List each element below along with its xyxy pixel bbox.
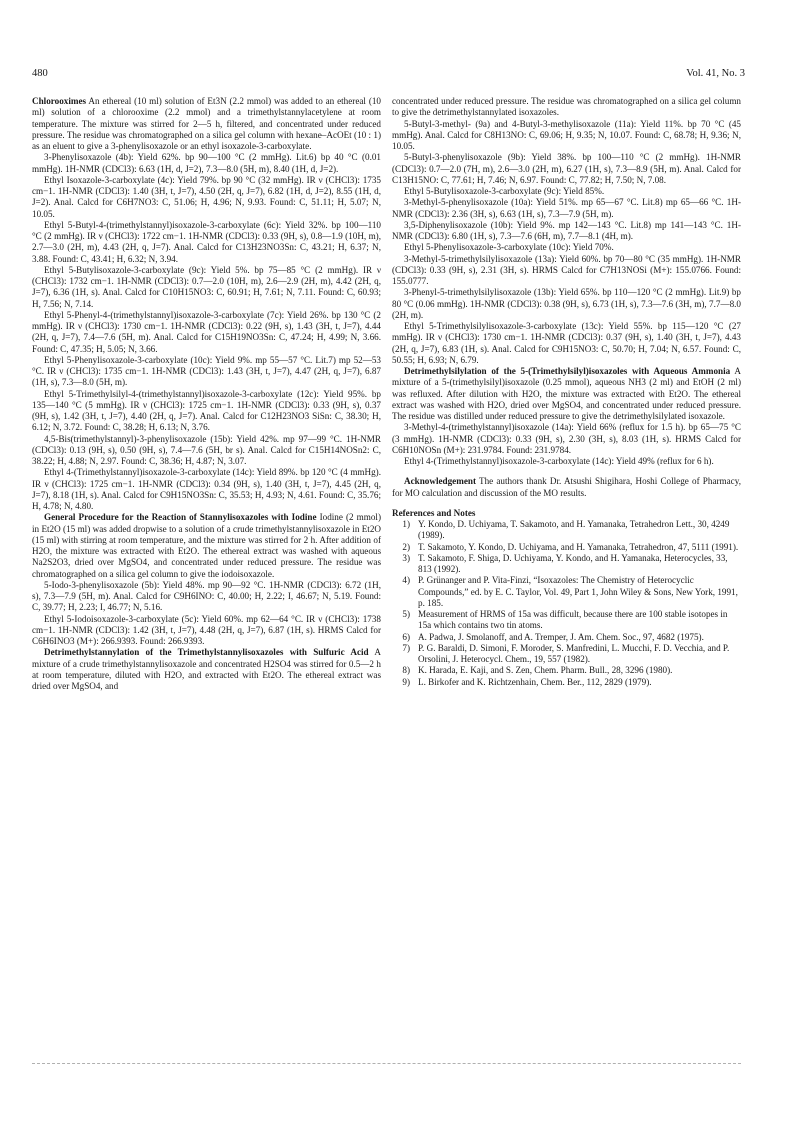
paragraph-heading: Chlorooximes: [32, 96, 87, 106]
paragraph: [392, 152, 741, 186]
paragraph-heading: Detrimethylsilylation of the 5-(Trimethylsilyl)isoxazoles with Aqueous Ammonia: [404, 366, 731, 376]
reference-text: P. G. Baraldi, D. Simoni, F. Moroder, S. Manfredini, L. Mucchi, F. D. Vecchia, and P. Orsolini, J. Heterocycl. Chem., 19, 557 (1982).: [418, 642, 730, 664]
left-column: [32, 96, 381, 692]
paragraph: [392, 119, 741, 153]
reference-item: [392, 643, 741, 666]
paragraph-text: 5-Iodo-3-phenylisoxazole (5b): Yield 48%. mp 90—92 °C. 1H-NMR (CDCl3): 6.72 (1H, s), 7.3—7.9 (5H, m). Anal. Calcd for C9H6INO: C, 40.00; H, 2.22; I, 46.67; N, 5.19. Found: C, 39.77; H, 2.23; I, 46.77; N, 5.16.: [32, 579, 381, 613]
acknowledgement: [392, 476, 741, 499]
paragraph-text: Ethyl 5-Iodoisoxazole-3-carboxylate (5c): Yield 60%. mp 62—64 °C. IR ν (CHCl3): 1738 cm−1. 1H-NMR (CDCl3): 1.42 (3H, t, J=7), 4.48 (2H, q, J=7), 6.87 (1H, s). HRMS Calcd for C6H6INO3 (M+): 266.9393. Found: 266.9393.: [32, 613, 381, 646]
paragraph-text: 3,5-Diphenylisoxazole (10b): Yield 9%. mp 142—143 °C. Lit.8) mp 141—143 °C. 1H-NMR (CDCl3): 6.80 (1H, s), 7.3—7.6 (6H, m), 7.7—8.1 (4H, m).: [392, 219, 741, 241]
reference-text: Y. Kondo, D. Uchiyama, T. Sakamoto, and H. Yamanaka, Tetrahedron Lett., 30, 4249 (1989).: [418, 519, 730, 541]
paragraph-text: Ethyl 5-Phenylisoxazole-3-carboxylate (10c): Yield 70%.: [404, 242, 614, 253]
paragraph-text: Ethyl 5-Trimethylsilyl-4-(trimethylstannyl)isoxazole-3-carboxylate (12c): Yield 95%. bp 135—140 °C (5 mmHg). IR ν (CHCl3): 1725 cm−1. 1H-NMR (CDCl3): 0.33 (9H, s), 0.37 (9H, s), 1.42 (3H, t, J=7), 4.40 (2H, q, J=7). Anal. Calcd for C12H23NO3 SiSn: C, 38.30; H, 6.12; N, 3.72. Found: C, 38.28; H, 6.13; N, 3.76.: [32, 388, 381, 433]
reference-number: 7): [402, 642, 410, 653]
reference-number: 8): [402, 665, 410, 676]
paragraph: [32, 467, 381, 512]
reference-text: P. Grünanger and P. Vita-Finzi, “Isoxazoles: The Chemistry of Heterocyclic Compounds,” ed. by E. C. Taylor, Vol. 49, Part 1, John Wiley & Sons, New York, 1991, p. 185.: [418, 575, 738, 608]
paragraph-text: A mixture of a crude trimethylstannylisoxazole and concentrated H2SO4 was stirred for 0.5—2 h at room temperature, diluted with H2O, and extracted with Et2O. The ethereal extract was dried over MgSO4, and: [32, 647, 381, 691]
acknowledgement-heading: Acknowledgement: [404, 476, 476, 487]
reference-item: [392, 609, 741, 632]
paragraph: [32, 434, 381, 468]
paragraph-heading: General Procedure for the Reaction of Stannylisoxazoles with Iodine: [44, 512, 317, 523]
paragraph: [32, 265, 381, 310]
paragraph: [392, 287, 741, 321]
paragraph-text: Ethyl 5-Trimethylsilylisoxazole-3-carboxylate (13c): Yield 55%. bp 115—120 °C (27 mmHg). IR ν (CHCl3): 1730 cm−1. 1H-NMR (CDCl3): 0.37 (9H, s), 1.40 (3H, t, J=7), 4.43 (2H, q, J=7), 6.83 (1H, s). Anal. Calcd for C9H15NO3: C, 50.70; H, 7.04; N, 6.57. Found: C, 50.55; H, 6.93; N, 6.79.: [392, 321, 741, 365]
paragraph-text: Ethyl 5-Phenyl-4-(trimethylstannyl)isoxazole-3-carboxylate (7c): Yield 26%. bp 130 °C (2 mmHg). IR ν (CHCl3): 1730 cm−1. 1H-NMR (CDCl3): 0.22 (9H, s), 1.43 (3H, t, J=7), 4.44 (2H, q, J=7), 7.4—7.6 (5H, m). Anal. Calcd for C15H19NO3Sn: C, 47.24; H, 4.99; N, 3.66. Found: C, 47.35; H, 5.05; N, 3.66.: [32, 309, 381, 354]
paragraph: [32, 220, 381, 265]
reference-text: L. Birkofer and K. Richtzenhain, Chem. Ber., 112, 2829 (1979).: [418, 676, 652, 687]
paragraph-text: Ethyl 5-Butyl-4-(trimethylstannyl)isoxazole-3-carboxylate (6c): Yield 32%. bp 100—110 °C (2 mmHg). IR ν (CHCl3): 1722 cm−1. 1H-NMR (CDCl3): 0.33 (9H, s), 0.8—1.9 (10H, m), 2.7—3.0 (2H, m), 4.43 (2H, q, J=7). Anal. Calcd for C13H23NO3Sn: C, 43.21; H, 6.37; N, 3.88. Found: C, 43.41; H, 6.32; N, 3.94.: [32, 219, 381, 264]
paragraph: [392, 321, 741, 366]
references-list: [392, 519, 741, 688]
paragraph-text: Ethyl 4-(Trimethylstannyl)isoxazole-3-carboxylate (14c): Yield 89%. bp 120 °C (4 mmHg). IR ν (CHCl3): 1725 cm−1. 1H-NMR (CDCl3): 0.34 (9H, s), 1.40 (3H, t, J=7), 4.45 (2H, q, J=7), 8.18 (1H, s). Anal. Calcd for C9H15NO3Sn: C, 35.53; H, 4.93; N, 4.61. Found: C, 35.76; H, 4.78; N, 4.80.: [32, 467, 381, 511]
paragraph: [392, 456, 741, 467]
reference-item: [392, 677, 741, 688]
paragraph-text: Ethyl 5-Phenylisoxazole-3-carboxylate (10c): Yield 9%. mp 55—57 °C. Lit.7) mp 52—53 °C. IR ν (CHCl3): 1735 cm−1. 1H-NMR (CDCl3): 1.43 (3H, t, J=7), 4.47 (2H, q, J=7), 6.87 (1H, s), 7.3—8.0 (5H, m).: [32, 354, 381, 388]
paragraph: [392, 254, 741, 288]
paragraph-text: concentrated under reduced pressure. The residue was chromatographed on a silica gel column to give the detrimethylstannylated isoxazoles.: [392, 96, 741, 118]
paragraph: [32, 580, 381, 614]
reference-item: [392, 542, 741, 553]
references-heading: References and Notes: [392, 507, 476, 518]
reference-item: [392, 632, 741, 643]
reference-text: A. Padwa, J. Smolanoff, and A. Tremper, J. Am. Chem. Soc., 97, 4682 (1975).: [418, 631, 704, 642]
reference-text: K. Harada, E. Kaji, and S. Zen, Chem. Pharm. Bull., 28, 3296 (1980).: [418, 665, 673, 676]
footer-rule: [32, 1063, 741, 1064]
acknowledgement-text: The authors thank Dr. Atsushi Shigihara, Hoshi College of Pharmacy, for MO calculation and discussion of the MO results.: [392, 476, 741, 498]
paragraph-text: 3-Phenylisoxazole (4b): Yield 62%. bp 90—100 °C (2 mmHg). Lit.6) bp 40 °C (0.01 mmHg). 1H-NMR (CDCl3): 6.63 (1H, d, J=2), 7.3—8.0 (5H, m), 8.40 (1H, d, J=2).: [32, 152, 381, 174]
paragraph: [392, 197, 741, 220]
reference-item: [392, 519, 741, 542]
reference-number: 2): [402, 541, 410, 552]
paragraph-text: A mixture of a 5-(trimethylsilyl)isoxazole (0.25 mmol), aqueous NH3 (2 ml) and EtOH (2 ml) was refluxed. After dilution with H2O, the mixture was extracted with Et2O. The ethereal extract was washed with H2O, dried over MgSO4, and concentrated under reduced pressure. The residue was distilled under reduced pressure to give the detrimethylsilylated isoxazole.: [392, 366, 741, 421]
paragraph-text: 3-Methyl-5-trimethylsilylisoxazole (13a): Yield 60%. bp 70—80 °C (35 mmHg). 1H-NMR (CDCl3): 0.33 (9H, s), 2.31 (3H, s). HRMS Calcd for C7H13NOSi (M+): 155.0766. Found: 155.0777.: [392, 253, 741, 286]
spacer: [392, 499, 741, 508]
paragraph: [32, 389, 381, 434]
paragraph: [32, 310, 381, 355]
reference-text: Measurement of HRMS of 15a was difficult, because there are 100 stable isotopes in 15a which contains two tin atoms.: [418, 609, 728, 631]
paragraph: [32, 355, 381, 389]
reference-item: [392, 575, 741, 609]
spacer: [392, 467, 741, 476]
paragraph: [32, 152, 381, 175]
paragraph-text: 5-Butyl-3-phenylisoxazole (9b): Yield 38%. bp 100—110 °C (2 mmHg). 1H-NMR (CDCl3): 0.7—2.0 (7H, m), 2.6—3.0 (2H, m), 6.27 (1H, s), 7.3—8.9 (5H, m). Anal. Calcd for C13H15NO: C, 77.61; H, 7.46; N, 6.97. Found: C, 77.82; H, 7.50; N, 7.08.: [392, 152, 741, 185]
paragraph-text: 3-Methyl-4-(trimethylstannyl)isoxazole (14a): Yield 66% (reflux for 1.5 h). bp 65—75 °C (3 mmHg). 1H-NMR (CDCl3): 0.33 (9H, s), 2.30 (3H, s), 8.03 (1H, s). HRMS Calcd for C6H10NOSn (M+): 231.9784. Found: 231.9784.: [392, 422, 741, 455]
paragraph: [32, 175, 381, 220]
reference-number: 6): [402, 631, 410, 642]
right-column: [392, 96, 741, 688]
paragraph-text: Ethyl 5-Butylisoxazole-3-carboxylate (9c): Yield 5%. bp 75—85 °C (2 mmHg). IR ν (CHCl3): 1732 cm−1. 1H-NMR (CDCl3): 0.7—2.0 (10H, m), 2.6—2.9 (2H, m), 4.42 (2H, q, J=7), 6.36 (1H, s). Anal. Calcd for C10H15NO3: C, 60.91; H, 7.61; N, 7.11. Found: C, 60.93; H, 7.56; N, 7.14.: [32, 264, 381, 309]
reference-number: 1): [402, 519, 410, 529]
paragraph: [392, 366, 741, 422]
paragraph-text: Ethyl Isoxazole-3-carboxylate (4c): Yield 79%. bp 90 °C (32 mmHg). IR ν (CHCl3): 1735 cm−1. 1H-NMR (CDCl3): 1.40 (3H, t, J=7), 4.50 (2H, q, J=7), 6.82 (1H, d, J=2), 8.55 (1H, d, J=2). Anal. Calcd for C6H7NO3: C, 51.06; H, 4.96; N, 9.93. Found: C, 51.11; H, 5.07; N, 10.05.: [32, 174, 381, 219]
reference-number: 3): [402, 552, 410, 563]
paragraph: [32, 614, 381, 648]
right-column-body: [392, 96, 741, 467]
reference-item: [392, 553, 741, 576]
paragraph: [392, 96, 741, 119]
paragraph-text: An ethereal (10 ml) solution of Et3N (2.2 mmol) was added to an ethereal (10 ml) solution of a chlorooxime (2.2 mmol) and a trimethylstannylacetylene at room temperature. The mixture was stirred for 2—5 h, filtered, and concentrated under reduced pressure. The residue was chromatographed on a silica gel column with hexane–AcOEt (10 : 1) as an eluent to give a 3-phenylisoxazole or an ethyl isoxazole-3-carboxylate.: [32, 96, 381, 151]
paragraph-text: Iodine (2 mmol) in Et2O (15 ml) was added dropwise to a solution of a crude trimethylstannylisoxazole in Et2O (15 ml) with stirring at room temperature, and the mixture was stirred for 2 h. After addition of H2O, the mixture was extracted with Et2O. The ethereal extract was washed with aqueous Na2S2O3, dried over MgSO4, and concentrated under reduced pressure. The residue was chromatographed on a silica gel column to give the iodoisoxazole.: [32, 512, 381, 579]
paragraph: [32, 512, 381, 580]
reference-item: [392, 665, 741, 676]
volume-issue: Vol. 41, No. 3: [686, 68, 745, 79]
paragraph-text: 3-Phenyl-5-trimethylsilylisoxazole (13b): Yield 65%. bp 110—120 °C (2 mmHg). Lit.9) bp 80 °C (0.06 mmHg). 1H-NMR (CDCl3): 0.38 (9H, s), 6.73 (1H, s), 7.3—7.6 (3H, m), 7.7—8.0 (2H, m).: [392, 287, 741, 320]
paragraph: [32, 96, 381, 152]
reference-text: T. Sakamoto, F. Shiga, D. Uchiyama, Y. Kondo, and H. Yamanaka, Heterocycles, 33, 813 (1992).: [418, 552, 728, 574]
reference-text: T. Sakamoto, Y. Kondo, D. Uchiyama, and H. Yamanaka, Tetrahedron, 47, 5111 (1991).: [418, 541, 739, 552]
paragraph-text: 3-Methyl-5-phenylisoxazole (10a): Yield 51%. mp 65—67 °C. Lit.8) mp 65—66 °C. 1H-NMR (CDCl3): 2.36 (3H, s), 6.63 (1H, s), 7.3—7.9 (5H, m).: [392, 197, 741, 219]
paragraph-text: Ethyl 4-(Trimethylstannyl)isoxazole-3-carboxylate (14c): Yield 49% (reflux for 6 h).: [404, 456, 714, 466]
paragraph: [392, 186, 741, 197]
paragraph: [392, 422, 741, 456]
reference-number: 4): [402, 575, 410, 586]
reference-number: 9): [402, 676, 410, 687]
paragraph: [392, 220, 741, 243]
paragraph-text: 4,5-Bis(trimethylstannyl)-3-phenylisoxazole (15b): Yield 42%. mp 97—99 °C. 1H-NMR (CDCl3): 0.13 (9H, s), 0.50 (9H, s), 7.4—7.6 (5H, br s). Anal. Calcd for C15H14NOSn2: C, 38.22; H, 4.88; N, 2.97. Found: C, 38.36; H, 4.87; N, 3.07.: [32, 433, 381, 466]
paragraph: [32, 647, 381, 692]
paragraph-text: 5-Butyl-3-methyl- (9a) and 4-Butyl-3-methylisoxazole (11a): Yield 11%. bp 70 °C (45 mmHg). Anal. Calcd for C8H13NO: C, 69.06; H, 9.35; N, 10.07. Found: C, 68.78; H, 9.36; N, 10.05.: [392, 118, 741, 151]
reference-number: 5): [402, 609, 410, 619]
paragraph-heading: Detrimethylstannylation of the Trimethylstannylisoxazoles with Sulfuric Acid: [44, 647, 369, 658]
paragraph: [392, 242, 741, 253]
paragraph-text: Ethyl 5-Butylisoxazole-3-carboxylate (9c): Yield 85%.: [404, 186, 605, 196]
page-number: 480: [32, 68, 48, 79]
